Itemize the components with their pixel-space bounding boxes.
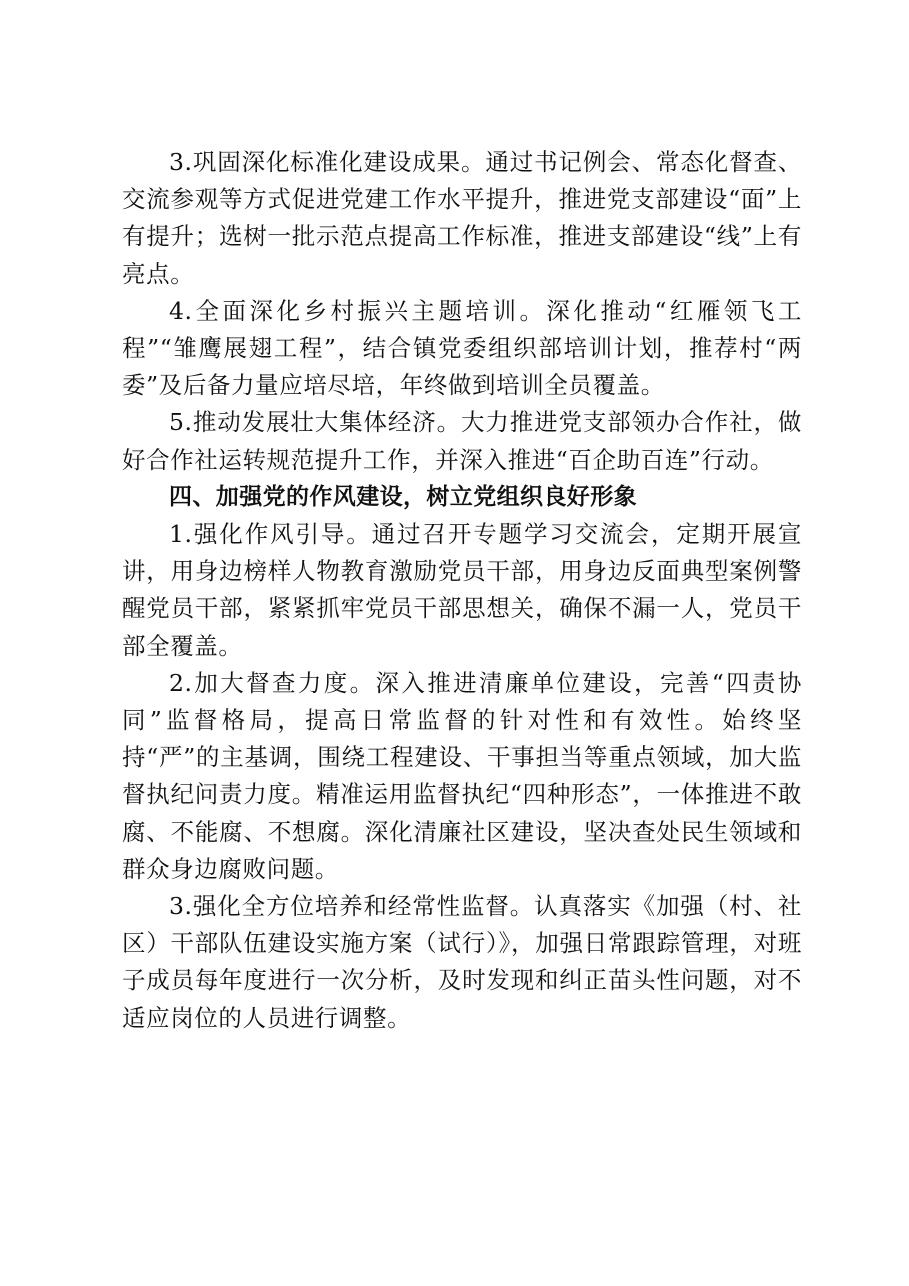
paragraph-consolidate-standardization: 3.巩固深化标准化建设成果。通过书记例会、常态化督查、交流参观等方式促进党建工作水平提升，推进党支部建设“面”上有提升；选树一批示范点提高工作标准，推进支部建设“线”上有亮点。: [122, 148, 802, 288]
paragraph-work-style-guidance: 1.强化作风引导。通过召开专题学习交流会，定期开展宣讲，用身边榜样人物教育激励党员干部，用身边反面典型案例警醒党员干部，紧紧抓牢党员干部思想关，确保不漏一人，党员干部全覆盖。: [122, 520, 802, 660]
document-body: [122, 144, 802, 1037]
section-heading-work-style: 四、加强党的作风建设，树立党组织良好形象: [169, 483, 637, 510]
paragraph-cadre-training: 3.强化全方位培养和经常性监督。认真落实《加强（村、社区）干部队伍建设实施方案（试行）》，加强日常跟踪管理，对班子成员每年度进行一次分析，及时发现和纠正苗头性问题，对不适应岗位的人员进行调整。: [122, 892, 802, 1032]
paragraph-supervision: 2.加大督查力度。深入推进清廉单位建设，完善“四责协同”监督格局，提高日常监督的针对性和有效性。始终坚持“严”的主基调，围绕工程建设、干事担当等重点领域，加大监督执纪问责力度。精准运用监督执纪“四种形态”，一体推进不敢腐、不能腐、不想腐。深化清廉社区建设，坚决查处民生领域和群众身边腐败问题。: [122, 668, 802, 883]
paragraph-collective-economy: 5.推动发展壮大集体经济。大力推进党支部领办合作社，做好合作社运转规范提升工作，并深入推进“百企助百连”行动。: [122, 408, 802, 474]
paragraph-rural-revitalization-training: 4.全面深化乡村振兴主题培训。深化推动“红雁领飞工程”“雏鹰展翅工程”，结合镇党委组织部培训计划，推荐村“两委”及后备力量应培尽培，年终做到培训全员覆盖。: [122, 296, 802, 400]
